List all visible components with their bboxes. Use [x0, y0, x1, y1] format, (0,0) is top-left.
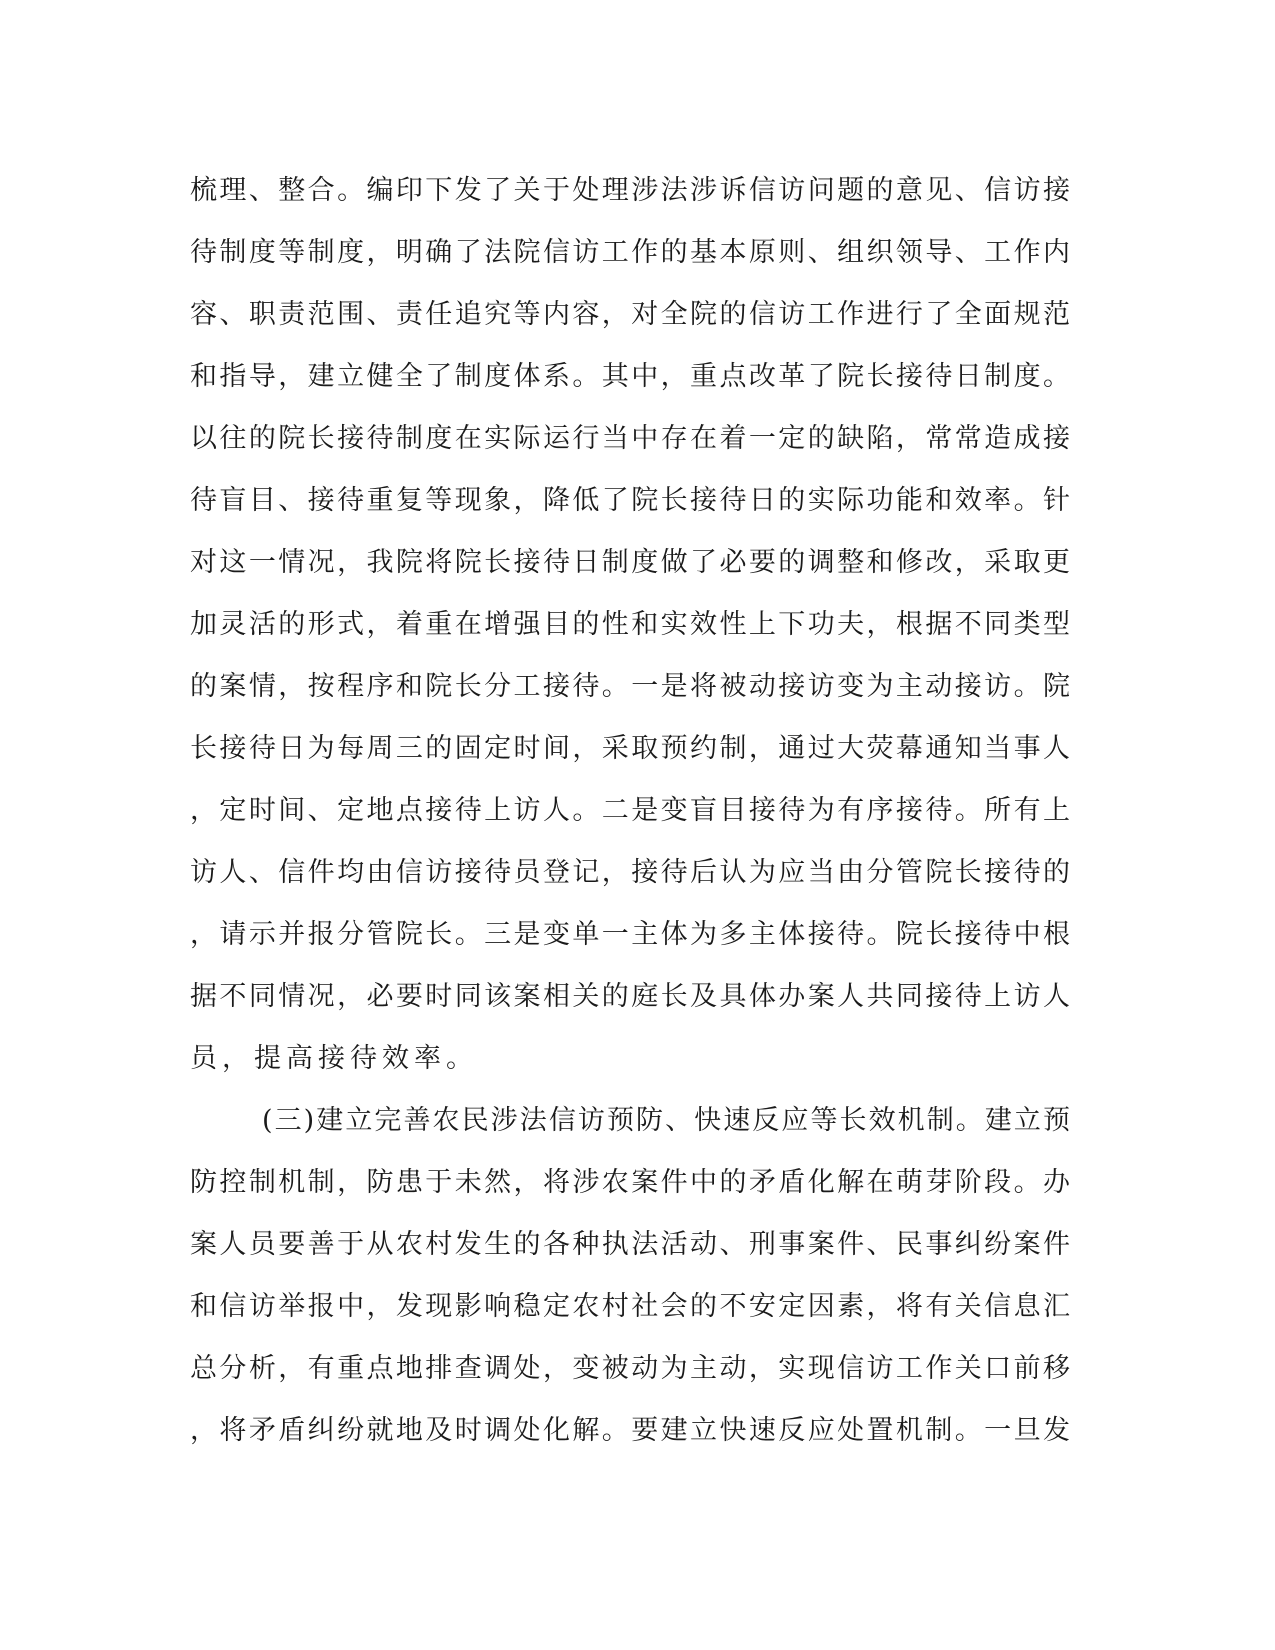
paragraph-2 — [190, 1090, 1070, 1462]
text-line: 待制度等制度，明确了法院信访工作的基本原则、组织领导、工作内 — [190, 237, 1070, 268]
body-text — [190, 160, 1070, 1462]
text-line: ，将矛盾纠纷就地及时调处化解。要建立快速反应处置机制。一旦发 — [190, 1415, 1070, 1446]
text-line: ，定时间、定地点接待上访人。二是变盲目接待为有序接待。所有上 — [190, 795, 1070, 826]
text-line: 加灵活的形式，着重在增强目的性和实效性上下功夫，根据不同类型 — [190, 609, 1070, 640]
text-line: 和指导，建立健全了制度体系。其中，重点改革了院长接待日制度。 — [190, 361, 1070, 392]
text-line: 访人、信件均由信访接待员登记，接待后认为应当由分管院长接待的 — [190, 857, 1070, 888]
text-line: 防控制机制，防患于未然，将涉农案件中的矛盾化解在萌芽阶段。办 — [190, 1167, 1070, 1198]
text-line: 据不同情况，必要时同该案相关的庭长及具体办案人共同接待上访人 — [190, 981, 1070, 1012]
text-line: 待盲目、接待重复等现象，降低了院长接待日的实际功能和效率。针 — [190, 485, 1070, 516]
text-line: 长接待日为每周三的固定时间，采取预约制，通过大荧幕通知当事人 — [190, 733, 1070, 764]
text-line: ，请示并报分管院长。三是变单一主体为多主体接待。院长接待中根 — [190, 919, 1070, 950]
text-line: (三)建立完善农民涉法信访预防、快速反应等长效机制。建立预 — [262, 1105, 1070, 1136]
text-line: 以往的院长接待制度在实际运行当中存在着一定的缺陷，常常造成接 — [190, 423, 1070, 454]
text-line: 的案情，按程序和院长分工接待。一是将被动接访变为主动接访。院 — [190, 671, 1070, 702]
text-line: 员，提高接待效率。 — [190, 1043, 478, 1074]
text-line: 容、职责范围、责任追究等内容，对全院的信访工作进行了全面规范 — [190, 299, 1070, 330]
text-line: 总分析，有重点地排查调处，变被动为主动，实现信访工作关口前移 — [190, 1353, 1070, 1384]
paragraph-1 — [190, 160, 1070, 1090]
text-line: 梳理、整合。编印下发了关于处理涉法涉诉信访问题的意见、信访接 — [190, 175, 1070, 206]
text-line: 和信访举报中，发现影响稳定农村社会的不安定因素，将有关信息汇 — [190, 1291, 1070, 1322]
text-line: 案人员要善于从农村发生的各种执法活动、刑事案件、民事纠纷案件 — [190, 1229, 1070, 1260]
text-line: 对这一情况，我院将院长接待日制度做了必要的调整和修改，采取更 — [190, 547, 1070, 578]
